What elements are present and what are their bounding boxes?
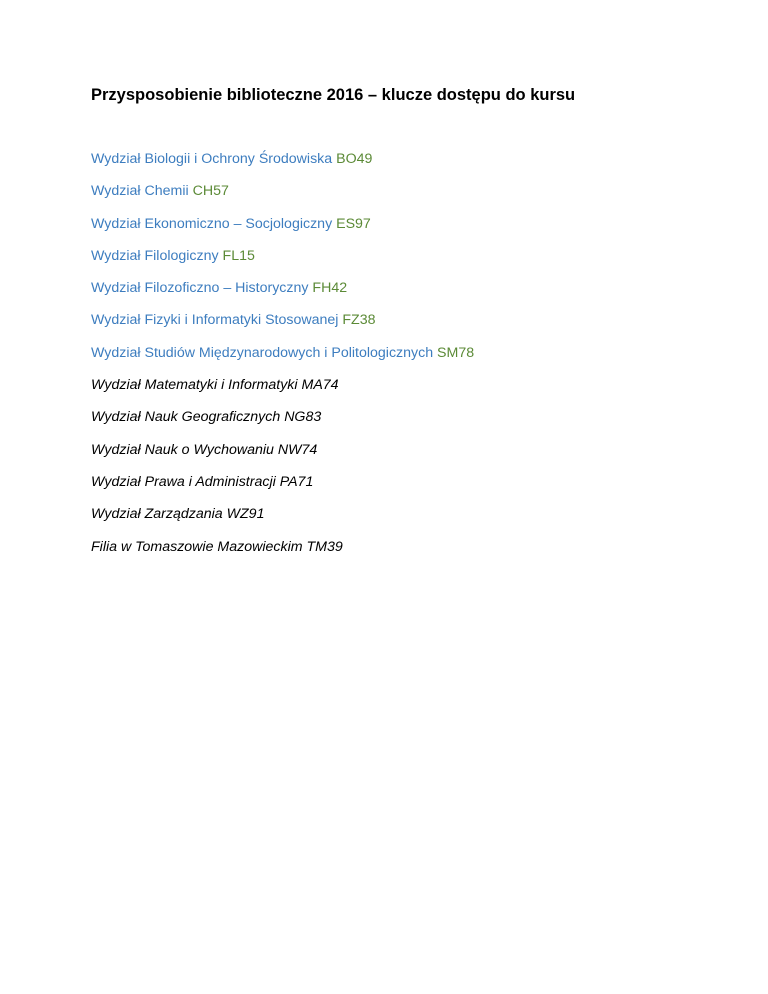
faculty-name: Wydział Matematyki i Informatyki — [91, 377, 302, 394]
faculty-name: Wydział Nauk Geograficznych — [91, 409, 285, 426]
list-item — [91, 311, 474, 343]
access-code: NW74 — [277, 441, 318, 458]
page-title: Przysposobienie biblioteczne 2016 – klucze dostępu do kursu — [91, 86, 576, 104]
access-code: FH42 — [312, 280, 348, 297]
list-item — [91, 150, 474, 182]
faculty-name: Wydział Zarządzania — [91, 506, 227, 523]
list-item — [91, 279, 474, 311]
faculty-name: Wydział Nauk o Wychowaniu — [91, 441, 278, 458]
faculty-name: Wydział Biologii i Ochrony Środowiska — [91, 151, 337, 167]
list-item — [91, 247, 474, 279]
list-item — [91, 441, 474, 473]
list-item — [91, 473, 474, 505]
access-code: FL15 — [222, 247, 255, 264]
faculty-name: Wydział Filologiczny — [91, 247, 223, 264]
faculty-name: Wydział Chemii — [91, 183, 193, 200]
access-code: ES97 — [336, 215, 371, 232]
access-code: MA74 — [301, 377, 339, 394]
list-item — [91, 505, 474, 537]
list-item — [91, 344, 474, 376]
faculty-name: Wydział Prawa i Administracji — [91, 473, 280, 490]
faculty-name: Wydział Filozoficzno – Historyczny — [91, 280, 313, 297]
access-key-list — [91, 150, 474, 570]
list-item — [91, 182, 474, 214]
access-code: CH57 — [192, 183, 229, 200]
list-item — [91, 538, 474, 570]
faculty-name: Filia w Tomaszowie Mazowieckim — [91, 538, 307, 555]
faculty-name: Wydział Ekonomiczno – Socjologiczny — [91, 215, 337, 232]
list-item — [91, 408, 474, 440]
access-code: BO49 — [336, 151, 373, 167]
faculty-name: Wydział Fizyki i Informatyki Stosowanej — [91, 312, 343, 329]
faculty-name: Wydział Studiów Międzynarodowych i Politologicznych — [91, 344, 438, 361]
access-code: TM39 — [306, 538, 343, 555]
access-code: FZ38 — [342, 312, 376, 329]
access-code: SM78 — [437, 344, 475, 361]
list-item — [91, 215, 474, 247]
list-item — [91, 376, 474, 408]
access-code: PA71 — [279, 473, 314, 490]
access-code: WZ91 — [226, 506, 265, 523]
access-code: NG83 — [284, 409, 322, 426]
